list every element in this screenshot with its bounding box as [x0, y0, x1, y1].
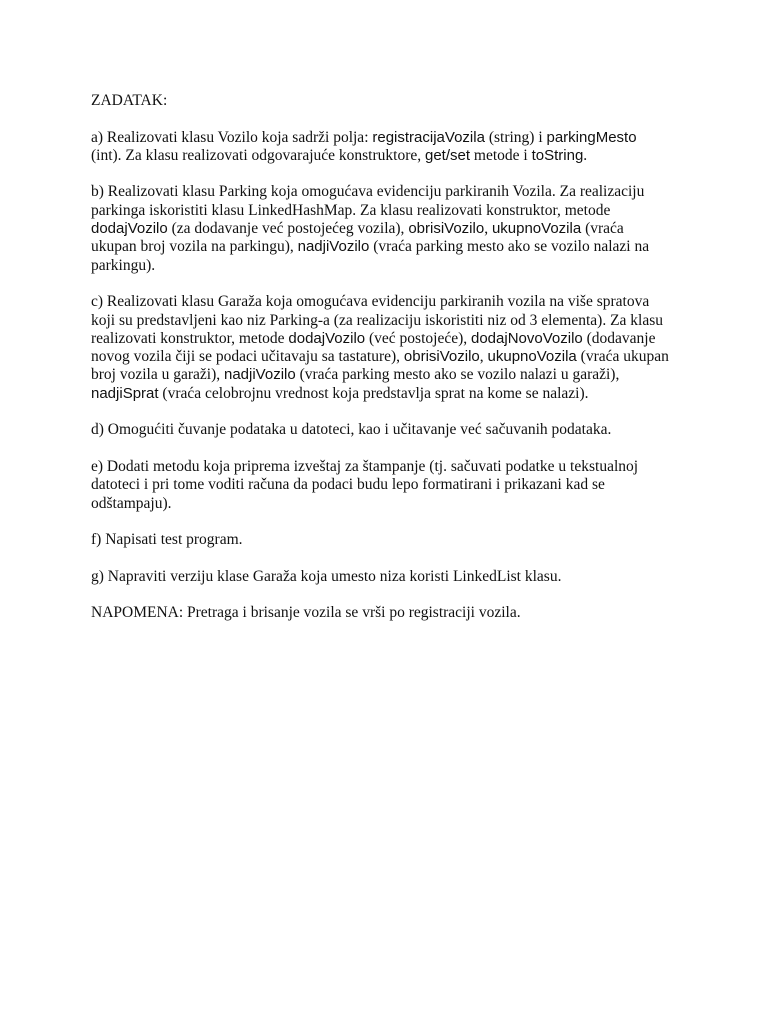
paragraph-text: a) Realizovati klasu Vozilo koja sadrži polja:: [91, 128, 373, 146]
paragraph-text: (vraća ukupan broj vozila u garaži),: [91, 348, 669, 384]
task-paragraph-e: [91, 458, 691, 513]
paragraph-text: f) Napisati test program.: [91, 531, 243, 549]
task-paragraph-a: [91, 129, 691, 166]
paragraph-text: metode i: [470, 146, 532, 164]
task-paragraph-c: [91, 293, 691, 403]
code-identifier: parkingMesto: [546, 128, 637, 146]
paragraph-text: (int). Za klasu realizovati odgovarajuće konstruktore,: [91, 146, 422, 164]
code-identifier: get/set: [425, 146, 471, 164]
paragraph-text: c) Realizovati klasu Garaža koja omogućava evidenciju parkiranih vozila na više spratova koji su predstavljeni kao niz Parking-a (za realizaciju iskoristiti niz od 3 elementa). Za klasu realizovati konstruktor, metode: [91, 293, 664, 347]
code-identifier: ukupnoVozila: [491, 220, 582, 238]
paragraph-text: (već postojeće),: [365, 329, 471, 347]
code-identifier: dodajNovoVozilo: [471, 329, 583, 347]
paragraph-text: (za dodavanje već postojećeg vozila),: [167, 220, 409, 238]
paragraph-text: (vraća ukupan broj vozila na parkingu),: [91, 220, 624, 256]
paragraph-text: .: [583, 146, 588, 164]
task-paragraph-b: [91, 183, 691, 274]
task-list: [91, 129, 691, 623]
paragraph-text: (vraća parking mesto ako se vozilo nalazi u garaži),: [299, 366, 620, 384]
code-identifier: ukupnoVozila: [487, 348, 577, 366]
task-paragraph-f: [91, 531, 691, 549]
paragraph-text: (dodavanje novog vozila čiji se podaci učitavaju sa tastature),: [91, 329, 656, 366]
document-page: [91, 92, 691, 641]
document-heading: ZADATAK:: [91, 92, 168, 109]
code-identifier: obrisiVozilo: [408, 220, 485, 238]
paragraph-text: ,: [479, 348, 488, 366]
task-paragraph-napomena: [91, 604, 691, 622]
paragraph-text: g) Napraviti verziju klase Garaža koja umesto niza koristi LinkedList klasu.: [91, 567, 562, 585]
code-identifier: nadjiVozilo: [297, 238, 370, 256]
paragraph-text: (vraća celobrojnu vrednost koja predstavlja sprat na kome se nalazi).: [158, 384, 589, 402]
code-identifier: dodajVozilo: [91, 220, 168, 238]
code-identifier: obrisiVozilo: [403, 348, 480, 366]
code-identifier: nadjiSprat: [91, 384, 159, 402]
code-identifier: toString: [531, 146, 584, 164]
paragraph-text: (string) i: [484, 128, 547, 146]
task-paragraph-d: [91, 421, 691, 439]
paragraph-text: b) Realizovati klasu Parking koja omogućava evidenciju parkiranih Vozila. Za realizaciju parkinga iskoristiti klasu LinkedHashMap. Za klasu realizovati konstruktor, metode: [91, 183, 645, 219]
code-identifier: dodajVozilo: [288, 329, 366, 347]
paragraph-text: d) Omogućiti čuvanje podataka u datoteci, kao i učitavanje već sačuvanih podataka.: [91, 421, 612, 439]
paragraph-text: e) Dodati metodu koja priprema izveštaj za štampanje (tj. sačuvati podatke u tekstualnoj datoteci i pri tome voditi računa da podaci budu lepo formatirani i prikazani kad se odštampaju).: [91, 457, 639, 512]
task-paragraph-g: [91, 568, 691, 586]
paragraph-text: NAPOMENA: Pretraga i brisanje vozila se vrši po registraciji vozila.: [91, 604, 521, 622]
paragraph-text: ,: [484, 220, 492, 238]
code-identifier: nadjiVozilo: [223, 366, 296, 384]
code-identifier: registracijaVozila: [372, 128, 485, 146]
paragraph-text: (vraća parking mesto ako se vozilo nalazi na parkingu).: [91, 238, 650, 274]
